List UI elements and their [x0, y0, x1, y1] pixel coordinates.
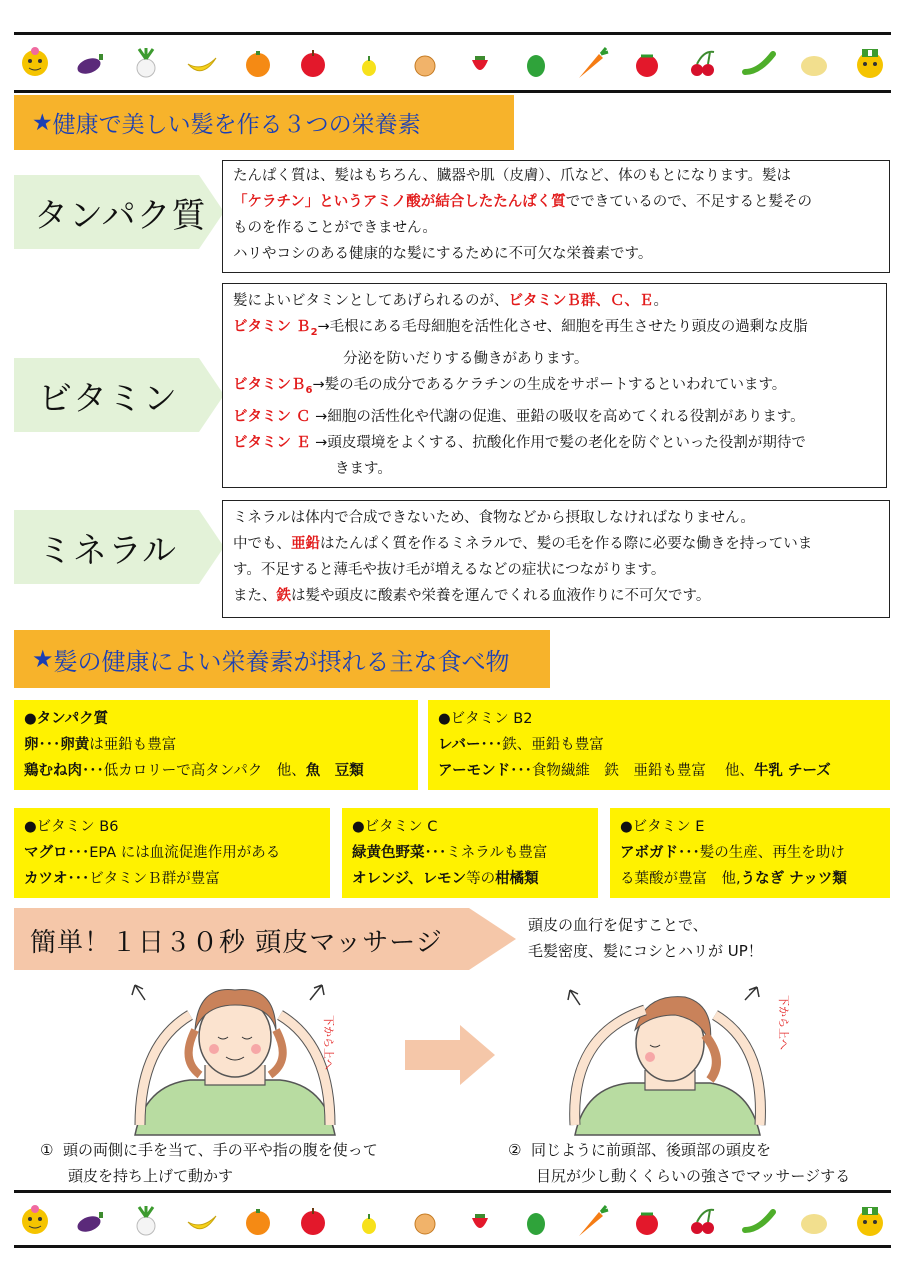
section-title: 髪の健康によい栄養素が摂れる主な食べ物 — [53, 647, 510, 676]
food-box-vitamin-b6 — [14, 808, 330, 898]
mineral-line-1: ミネラルは体内で合成できないため、食物などから摂取しなければなりません。 — [233, 510, 755, 526]
food-box-vitamin-e — [610, 808, 890, 898]
lemon-icon — [352, 46, 386, 80]
food-box-heading: ●タンパク質 — [24, 711, 109, 727]
food-note: は亜鉛も豊富 — [89, 737, 177, 753]
food-bonito: カツオ — [24, 871, 68, 887]
onion-icon — [408, 1204, 442, 1238]
massage-illustration-2 — [535, 975, 795, 1137]
vitamin-e-text: →頭皮環境をよくする、抗酸化作用で髪の老化を防ぐといった役割が期待で — [310, 434, 806, 451]
massage-benefit-line-2: 毛髪密度、髪にコシとハリが UP！ — [528, 942, 763, 960]
protein-line-1: たんぱく質は、髪はもちろん、臓器や肌（皮膚）、爪など、体のもとになります。髪は — [233, 168, 791, 184]
mineral-line-2-a: 中でも、 — [233, 536, 291, 552]
food-orange-lemon: オレンジ、レモン — [352, 871, 467, 887]
vitamin-e-text-2: きます。 — [335, 460, 392, 477]
food-note: ･･･髪の生産、再生を助け — [678, 845, 845, 861]
food-note: ･･･ビタミンＢ群が豊富 — [67, 871, 220, 887]
step-number-1: ① — [40, 1141, 54, 1159]
carrot-icon — [575, 46, 609, 80]
mineral-label: ミネラル — [38, 531, 177, 571]
food-note: ･･･EPA には血流促進作用がある — [67, 845, 281, 861]
massage-benefit — [528, 912, 763, 964]
food-row — [620, 866, 880, 892]
food-avocado: アボガド — [620, 845, 678, 861]
vitamin-b6-sub: 6 — [305, 384, 313, 396]
mascot-icon — [18, 46, 52, 80]
section-banner-nutrients — [14, 95, 514, 150]
top-rule-2 — [14, 90, 891, 93]
eggplant-icon — [74, 46, 108, 80]
food-note: ･･･ミネラルも豊富 — [424, 845, 548, 861]
mascot-cross-icon — [853, 46, 887, 80]
food-vegetables: 緑黄色野菜 — [352, 845, 425, 861]
massage-title: 簡単！１日３０秒 頭皮マッサージ — [30, 928, 443, 958]
massage-benefit-line-1: 頭皮の血行を促すことで、 — [528, 916, 708, 934]
food-liver: レバー — [438, 737, 481, 753]
food-box-heading: ●ビタミン B6 — [24, 819, 119, 835]
food-row — [352, 866, 588, 892]
massage-illustration-1 — [110, 975, 360, 1137]
vitamin-b6-text: →髪の毛の成分であるケラチンの生成をサポートするといわれています。 — [312, 376, 787, 393]
top-veg-row — [14, 38, 891, 88]
vitamin-b2-text-2: 分泌を防いだりする働きがあります。 — [343, 350, 589, 367]
apple-icon — [296, 46, 330, 80]
vitamin-b2-line — [233, 314, 876, 346]
vitamin-label: ビタミン — [38, 379, 178, 419]
vitamin-b2-sub: 2 — [310, 326, 318, 338]
food-egg: 卵 — [24, 737, 39, 753]
food-fish-beans: 魚 豆類 — [305, 763, 364, 779]
food-row — [620, 840, 880, 866]
protein-line-3: ものを作ることができません。 — [233, 220, 437, 236]
carrot-icon — [575, 1204, 609, 1238]
mineral-line-4 — [233, 583, 879, 609]
food-note: ･･･食物繊維 鉄 亜鉛も豊富 他、 — [510, 763, 754, 779]
food-row — [352, 840, 588, 866]
food-box-heading: ●ビタミン C — [352, 819, 438, 835]
potato-icon — [797, 1204, 831, 1238]
pea-icon — [742, 1204, 776, 1238]
onion-icon — [408, 46, 442, 80]
vitamin-c-line — [233, 404, 876, 430]
cherry-icon — [686, 1204, 720, 1238]
potato-icon — [797, 46, 831, 80]
vitamin-line-1 — [233, 288, 876, 314]
vitamin-b2-name: ビタミン Ｂ — [233, 319, 311, 335]
top-rule — [14, 32, 891, 35]
strawberry-icon — [463, 46, 497, 80]
illustration-label-1: 下から上へ — [322, 1015, 335, 1070]
vitamin-intro: 髪によいビタミンとしてあげられるのが、 — [233, 293, 509, 309]
step-2-line-1: 同じように前頭部、後頭部の頭皮を — [531, 1141, 772, 1159]
mineral-line-2-b: はたんぱく質を作るミネラルで、髪の毛を作る際に必要な働きを持っていま — [320, 536, 813, 552]
food-box-heading: ●ビタミン E — [620, 819, 705, 835]
vitamin-c-text: →細胞の活性化や代謝の促進、亜鉛の吸収を高めてくれる役割があります。 — [310, 408, 805, 425]
lemon-icon — [352, 1204, 386, 1238]
food-box-heading: ●ビタミン B2 — [438, 711, 533, 727]
massage-step-arrow — [405, 1025, 495, 1085]
food-citrus: 柑橘類 — [495, 871, 539, 887]
massage-step-2 — [508, 1137, 850, 1189]
food-row — [438, 758, 880, 784]
food-row — [24, 840, 320, 866]
vitamin-b6-line — [233, 372, 876, 404]
pepper-icon — [519, 1204, 553, 1238]
bottom-rule-2 — [14, 1245, 891, 1248]
food-note: 等の — [466, 871, 496, 887]
mineral-iron-highlight: 鉄 — [276, 588, 291, 604]
mineral-line-2 — [233, 531, 879, 557]
star-icon: ★ — [32, 645, 54, 673]
protein-description — [222, 160, 890, 273]
food-box-vitamin-c — [342, 808, 598, 898]
vitamin-intro-end: 。 — [653, 293, 668, 309]
mineral-line-4-a: また、 — [233, 588, 277, 604]
massage-step-1 — [40, 1137, 378, 1189]
food-row — [438, 732, 880, 758]
bottom-rule — [14, 1190, 891, 1193]
vitamin-description — [222, 283, 887, 488]
food-note: ･･･低カロリーで高タンパク 他、 — [82, 763, 306, 779]
orange-icon — [241, 46, 275, 80]
food-row — [24, 866, 320, 892]
pea-icon — [742, 46, 776, 80]
section-title: 健康で美しい髪を作る３つの栄養素 — [52, 112, 421, 138]
pepper-icon — [519, 46, 553, 80]
protein-label: タンパク質 — [34, 196, 207, 236]
orange-icon — [241, 1204, 275, 1238]
apple-icon — [296, 1204, 330, 1238]
illustration-label-2: 下から上へ — [777, 995, 790, 1050]
food-tuna: マグロ — [24, 845, 68, 861]
food-box-vitamin-b2 — [428, 700, 890, 790]
protein-line-4: ハリやコシのある健康的な髪にするために不可欠な栄養素です。 — [233, 246, 653, 262]
protein-line-2 — [233, 189, 879, 215]
step-number-2: ② — [508, 1141, 522, 1159]
mineral-zinc-highlight: 亜鉛 — [291, 536, 320, 552]
food-eel-nuts: うなぎ ナッツ類 — [740, 871, 847, 887]
food-milk-cheese: 牛乳 チーズ — [753, 763, 831, 779]
vitamin-bce-highlight: ビタミンＢ群、Ｃ、Ｅ — [508, 293, 654, 309]
food-note: ･･･鉄、亜鉛も豊富 — [480, 737, 604, 753]
vitamin-c-name: ビタミン Ｃ — [233, 408, 311, 425]
eggplant-icon — [74, 1204, 108, 1238]
mineral-line-3: す。不足すると薄毛や抜け毛が増えるなどの症状につながります。 — [233, 562, 666, 578]
step-1-line-1: 頭の両側に手を当て、手の平や指の腹を使って — [63, 1141, 378, 1159]
tomato-icon — [630, 46, 664, 80]
vitamin-b2-text: →毛根にある毛母細胞を活性化させ、細胞を再生させたり頭皮の過剰な皮脂 — [317, 319, 808, 335]
section-banner-foods — [14, 630, 550, 688]
food-box-protein — [14, 700, 418, 790]
turnip-icon — [129, 46, 163, 80]
food-yolk: 卵黄 — [60, 737, 90, 753]
vitamin-e-name: ビタミン Ｅ — [233, 434, 311, 451]
cherry-icon — [686, 46, 720, 80]
food-note: る葉酸が豊富 他, — [620, 871, 741, 887]
banana-icon — [185, 46, 219, 80]
mascot-cross-icon — [853, 1204, 887, 1238]
tomato-icon — [630, 1204, 664, 1238]
mineral-description — [222, 500, 890, 618]
food-dots: ･･･ — [38, 737, 61, 753]
food-almond: アーモンド — [438, 763, 511, 779]
vitamin-e-line — [233, 430, 876, 456]
vitamin-b6-name: ビタミンＢ — [233, 376, 306, 393]
food-row — [24, 758, 408, 784]
strawberry-icon — [463, 1204, 497, 1238]
bottom-veg-row — [14, 1196, 891, 1246]
food-row — [24, 732, 408, 758]
protein-keratin-highlight: 「ケラチン」というアミノ酸が結合したたんぱく質 — [233, 194, 566, 210]
turnip-icon — [129, 1204, 163, 1238]
step-1-line-2: 頭皮を持ち上げて動かす — [68, 1167, 234, 1185]
banana-icon — [185, 1204, 219, 1238]
protein-line-2-rest: でできているので、不足すると髪その — [565, 194, 812, 210]
mineral-line-4-b: は髪や頭皮に酸素や栄養を運んでくれる血液作りに不可欠です。 — [291, 588, 711, 604]
food-chicken: 鶏むね肉 — [24, 763, 82, 779]
step-2-line-2: 目尻が少し動くくらいの強さでマッサージする — [536, 1167, 851, 1185]
mascot-icon — [18, 1204, 52, 1238]
star-icon: ★ — [32, 109, 53, 136]
